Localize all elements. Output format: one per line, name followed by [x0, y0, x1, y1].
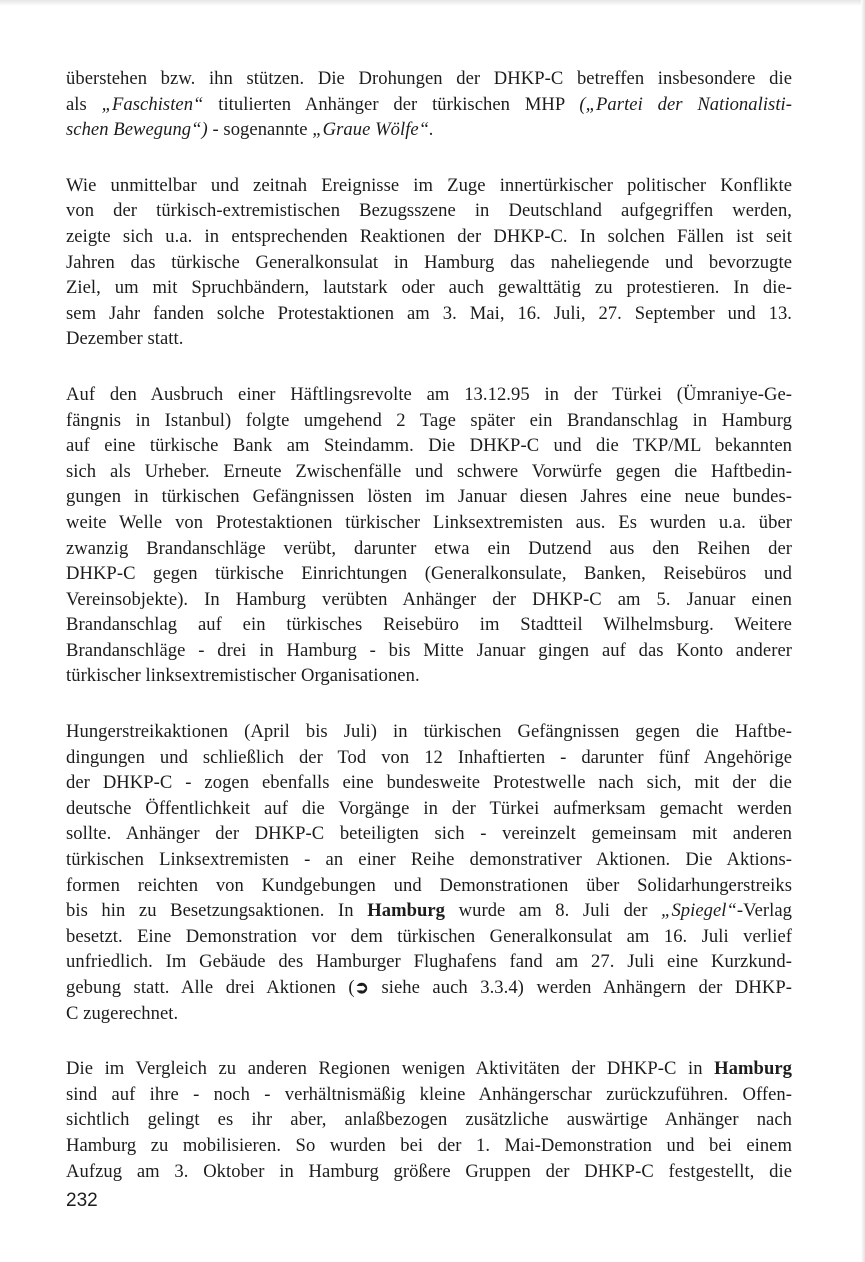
text-line: sich als Urheber. Erneute Zwischenfälle und schwere Vorwürfe gegen die Haftbedin-: [66, 460, 792, 482]
text-line: gungen in türkischen Gefängnissen lösten im Januar diesen Jahres eine neue bundes-: [66, 486, 792, 508]
text-line: Ziel, um mit Spruchbändern, lautstark oder auch gewalttätig zu protestieren. In die-: [66, 277, 792, 299]
text-line: sichtlich gelingt es ihr aber, anlaßbezogen zusätzliche auswärtige Anhänger nach: [66, 1109, 792, 1131]
text-line: schen Bewegung“) - sogenannte „Graue Wölfe“.: [66, 119, 434, 141]
text-line: Aufzug am 3. Oktober in Hamburg größere Gruppen der DHKP-C festgestellt, die: [66, 1160, 792, 1182]
cross-reference-arrow-icon: ➲: [354, 978, 369, 997]
bold-location: Hamburg: [367, 900, 446, 922]
text-line: auf eine türkische Bank am Steindamm. Die DHKP-C und die TKP/ML bekannten: [66, 435, 792, 457]
scan-right-edge: [861, 0, 865, 1262]
text-line: Brandanschlag auf ein türkisches Reisebüro im Stadtteil Wilhelmsburg. Weitere: [66, 614, 792, 636]
text-line: sind auf ihre - noch - verhältnismäßig kleine Anhängerschar zurückzuführen. Offen-: [66, 1083, 792, 1105]
text-line: Wie unmittelbar und zeitnah Ereignisse im Zuge innertürkischer politischer Konflikte: [66, 174, 792, 196]
text-line: der DHKP-C - zogen ebenfalls eine bundesweite Protestwelle nach sich, mit der die: [66, 772, 792, 794]
text-line: gebung statt. Alle drei Aktionen (➲ siehe auch 3.3.4) werden Anhängern der DHKP-: [66, 975, 792, 1001]
paragraph-1: [66, 66, 792, 143]
text-line: Hungerstreikaktionen (April bis Juli) in türkischen Gefängnissen gegen die Haftbe-: [66, 721, 792, 743]
text-line: DHKP-C gegen türkische Einrichtungen (Generalkonsulate, Banken, Reisebüros und: [66, 563, 792, 585]
text-line: dingungen und schließlich der Tod von 12 Inhaftierten - darunter fünf Angehörige: [66, 746, 792, 768]
paragraph-5: [66, 1056, 792, 1184]
text-line: überstehen bzw. ihn stützen. Die Drohungen der DHKP-C betreffen insbesondere die: [66, 68, 792, 89]
quoted-term: „Graue Wölfe“.: [312, 119, 434, 141]
text-line: Vereinsobjekte). In Hamburg verübten Anhänger der DHKP-C am 5. Januar einen: [66, 588, 792, 610]
quoted-term: schen Bewegung“): [66, 119, 208, 141]
text-line: unfriedlich. Im Gebäude des Hamburger Flughafens fand am 27. Juli eine Kurzkund-: [66, 951, 792, 973]
text-line: Dezember statt.: [66, 328, 184, 350]
text-line: zwanzig Brandanschläge verübt, darunter etwa ein Dutzend aus den Reihen der: [66, 537, 792, 559]
text-line: deutsche Öffentlichkeit auf die Vorgänge in der Türkei aufmerksam gemacht werden: [66, 797, 792, 819]
text-line: fängnis in Istanbul) folgte umgehend 2 Tage später ein Brandanschlag in Hamburg: [66, 409, 792, 431]
text-line: Auf den Ausbruch einer Häftlingsrevolte am 13.12.95 in der Türkei (Ümraniye-Ge-: [66, 383, 792, 405]
quoted-term: „Faschisten“: [101, 93, 204, 115]
body-text: [66, 66, 792, 1214]
quoted-term: „Spiegel“: [661, 900, 737, 922]
text-line: C zugerechnet.: [66, 1002, 179, 1024]
text-line: Brandanschläge - drei in Hamburg - bis Mitte Januar gingen auf das Konto anderer: [66, 639, 792, 661]
text-line: Die im Vergleich zu anderen Regionen wenigen Aktivitäten der DHKP-C in Hamburg: [66, 1058, 792, 1080]
quoted-term: („Partei der Nationalisti-: [579, 93, 792, 115]
bold-location: Hamburg: [714, 1058, 792, 1080]
page-number: 232: [66, 1190, 98, 1211]
text-line: sem Jahr fanden solche Protestaktionen am 3. Mai, 16. Juli, 27. September und 13.: [66, 302, 792, 324]
paragraph-3: [66, 382, 792, 689]
text-line: türkischen Linksextremisten - an einer Reihe demonstrativer Aktionen. Die Aktions-: [66, 849, 792, 871]
text-line: sollte. Anhänger der DHKP-C beteiligten sich - vereinzelt gemeinsam mit anderen: [66, 823, 792, 845]
text-line: als „Faschisten“ titulierten Anhänger der türkischen MHP („Partei der Nationalisti-: [66, 93, 792, 115]
paragraph-4: [66, 719, 792, 1026]
scan-top-edge: [0, 0, 865, 6]
text-line: weite Welle von Protestaktionen türkischer Linksextremisten aus. Es wurden u.a. über: [66, 511, 792, 533]
text-line: formen reichten von Kundgebungen und Demonstrationen über Solidarhungerstreiks: [66, 874, 792, 896]
text-line: besetzt. Eine Demonstration vor dem türkischen Generalkonsulat am 16. Juli verlief: [66, 925, 792, 947]
paragraph-2: [66, 173, 792, 352]
text-line: Hamburg zu mobilisieren. So wurden bei der 1. Mai-Demonstration und bei einem: [66, 1134, 792, 1156]
text-line: von der türkisch-extremistischen Bezugsszene in Deutschland aufgegriffen werden,: [66, 200, 792, 222]
text-line: bis hin zu Besetzungsaktionen. In Hamburg wurde am 8. Juli der „Spiegel“-Verlag: [66, 900, 792, 922]
text-line: Jahren das türkische Generalkonsulat in Hamburg das naheliegende und bevorzugte: [66, 251, 792, 273]
text-line: türkischer linksextremistischer Organisationen.: [66, 665, 420, 687]
text-line: zeigte sich u.a. in entsprechenden Reaktionen der DHKP-C. In solchen Fällen ist seit: [66, 225, 792, 247]
